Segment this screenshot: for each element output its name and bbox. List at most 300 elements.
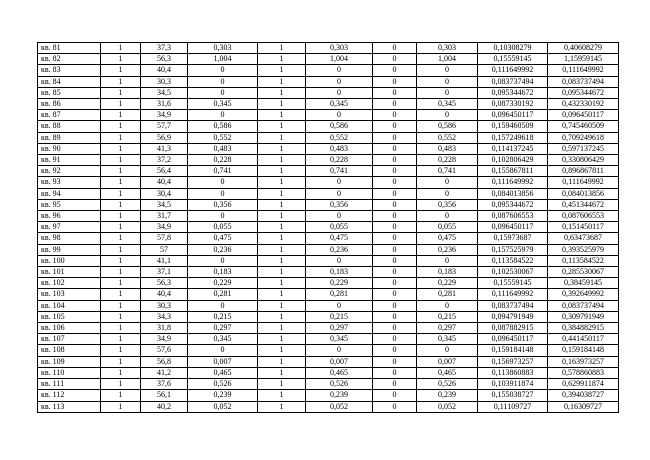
cell-value-a: 0 <box>188 177 258 188</box>
cell-value-c: 0 <box>373 87 417 98</box>
cell-value-c: 0 <box>373 211 417 222</box>
cell-share: 0,157249618 <box>478 132 548 143</box>
cell-value-a: 0,236 <box>188 244 258 255</box>
cell-value-c: 0 <box>373 379 417 390</box>
cell-value-c: 0 <box>373 278 417 289</box>
table-row <box>38 65 619 76</box>
cell-value-b: 0,052 <box>306 401 373 412</box>
cell-value-b: 0 <box>306 110 373 121</box>
cell-value-b: 0,552 <box>306 132 373 143</box>
cell-share: 0,15559145 <box>478 278 548 289</box>
cell-coef: 1 <box>258 323 306 334</box>
cell-coef: 1 <box>258 54 306 65</box>
cell-share: 0,087330192 <box>478 99 548 110</box>
cell-value-b: 0 <box>306 211 373 222</box>
table-row <box>38 76 619 87</box>
cell-coef: 1 <box>258 345 306 356</box>
cell-count: 1 <box>101 356 141 367</box>
cell-coef: 1 <box>258 65 306 76</box>
cell-coef: 1 <box>258 300 306 311</box>
cell-count: 1 <box>101 222 141 233</box>
cell-value-c: 0 <box>373 323 417 334</box>
cell-area: 56,4 <box>141 166 188 177</box>
cell-count: 1 <box>101 211 141 222</box>
cell-count: 1 <box>101 143 141 154</box>
cell-share: 0,095344672 <box>478 199 548 210</box>
cell-coef: 1 <box>258 43 306 54</box>
cell-value-a: 0 <box>188 188 258 199</box>
cell-coef: 1 <box>258 379 306 390</box>
cell-count: 1 <box>101 233 141 244</box>
cell-apartment: кв. 99 <box>38 244 101 255</box>
cell-value-d: 0,465 <box>417 367 478 378</box>
cell-total: 0,111649992 <box>548 65 619 76</box>
cell-value-a: 0,475 <box>188 233 258 244</box>
cell-area: 34,5 <box>141 199 188 210</box>
cell-coef: 1 <box>258 166 306 177</box>
cell-value-a: 0,228 <box>188 155 258 166</box>
cell-area: 56,3 <box>141 54 188 65</box>
cell-value-b: 0,215 <box>306 311 373 322</box>
cell-total: 0,330806429 <box>548 155 619 166</box>
cell-share: 0,096450117 <box>478 222 548 233</box>
cell-count: 1 <box>101 244 141 255</box>
table-row <box>38 87 619 98</box>
cell-coef: 1 <box>258 188 306 199</box>
cell-value-b: 0 <box>306 87 373 98</box>
cell-apartment: кв. 87 <box>38 110 101 121</box>
cell-value-c: 0 <box>373 300 417 311</box>
cell-value-c: 0 <box>373 289 417 300</box>
cell-share: 0,159184148 <box>478 345 548 356</box>
cell-apartment: кв. 92 <box>38 166 101 177</box>
cell-value-c: 0 <box>373 367 417 378</box>
cell-coef: 1 <box>258 390 306 401</box>
cell-coef: 1 <box>258 155 306 166</box>
cell-value-b: 0,475 <box>306 233 373 244</box>
cell-apartment: кв. 106 <box>38 323 101 334</box>
cell-apartment: кв. 95 <box>38 199 101 210</box>
cell-total: 0,63473687 <box>548 233 619 244</box>
cell-share: 0,159460509 <box>478 121 548 132</box>
cell-total: 0,087606553 <box>548 211 619 222</box>
cell-value-c: 0 <box>373 54 417 65</box>
table-row <box>38 155 619 166</box>
cell-count: 1 <box>101 65 141 76</box>
cell-coef: 1 <box>258 233 306 244</box>
cell-count: 1 <box>101 300 141 311</box>
cell-share: 0,103911874 <box>478 379 548 390</box>
cell-apartment: кв. 111 <box>38 379 101 390</box>
table-row <box>38 267 619 278</box>
cell-value-b: 0 <box>306 300 373 311</box>
cell-value-d: 0,483 <box>417 143 478 154</box>
cell-share: 0,10308279 <box>478 43 548 54</box>
cell-area: 34,9 <box>141 110 188 121</box>
cell-value-c: 0 <box>373 199 417 210</box>
cell-coef: 1 <box>258 110 306 121</box>
cell-apartment: кв. 93 <box>38 177 101 188</box>
cell-value-b: 0,303 <box>306 43 373 54</box>
cell-value-b: 0 <box>306 76 373 87</box>
cell-value-b: 0,281 <box>306 289 373 300</box>
cell-value-d: 0 <box>417 87 478 98</box>
cell-value-b: 0 <box>306 345 373 356</box>
cell-value-b: 0,055 <box>306 222 373 233</box>
cell-value-d: 0,345 <box>417 334 478 345</box>
cell-value-a: 0 <box>188 65 258 76</box>
cell-area: 56,9 <box>141 132 188 143</box>
cell-share: 0,157525979 <box>478 244 548 255</box>
cell-apartment: кв. 101 <box>38 267 101 278</box>
cell-coef: 1 <box>258 211 306 222</box>
cell-coef: 1 <box>258 222 306 233</box>
cell-value-a: 0 <box>188 87 258 98</box>
cell-value-a: 0,007 <box>188 356 258 367</box>
cell-value-b: 0,297 <box>306 323 373 334</box>
cell-apartment: кв. 89 <box>38 132 101 143</box>
cell-value-b: 0 <box>306 177 373 188</box>
cell-value-d: 0,183 <box>417 267 478 278</box>
cell-share: 0,114137245 <box>478 143 548 154</box>
table-row <box>38 132 619 143</box>
cell-apartment: кв. 88 <box>38 121 101 132</box>
cell-value-d: 0 <box>417 177 478 188</box>
cell-area: 56,3 <box>141 278 188 289</box>
cell-coef: 1 <box>258 244 306 255</box>
cell-area: 57,6 <box>141 345 188 356</box>
cell-value-b: 0,586 <box>306 121 373 132</box>
cell-value-d: 0,215 <box>417 311 478 322</box>
cell-total: 0,384882915 <box>548 323 619 334</box>
cell-value-d: 0 <box>417 211 478 222</box>
cell-count: 1 <box>101 401 141 412</box>
cell-share: 0,113584522 <box>478 255 548 266</box>
cell-area: 56,1 <box>141 390 188 401</box>
cell-count: 1 <box>101 334 141 345</box>
cell-total: 0,441450117 <box>548 334 619 345</box>
cell-total: 0,083737494 <box>548 300 619 311</box>
cell-value-d: 0,236 <box>417 244 478 255</box>
cell-apartment: кв. 103 <box>38 289 101 300</box>
table-row <box>38 143 619 154</box>
cell-value-c: 0 <box>373 255 417 266</box>
cell-share: 0,156973257 <box>478 356 548 367</box>
cell-value-d: 0,055 <box>417 222 478 233</box>
cell-count: 1 <box>101 99 141 110</box>
cell-share: 0,087882915 <box>478 323 548 334</box>
cell-area: 40,4 <box>141 177 188 188</box>
cell-coef: 1 <box>258 132 306 143</box>
cell-value-a: 0 <box>188 211 258 222</box>
cell-apartment: кв. 109 <box>38 356 101 367</box>
cell-area: 40,2 <box>141 401 188 412</box>
cell-area: 37,3 <box>141 43 188 54</box>
cell-total: 0,578860883 <box>548 367 619 378</box>
cell-value-c: 0 <box>373 244 417 255</box>
cell-share: 0,15973687 <box>478 233 548 244</box>
cell-value-b: 0 <box>306 65 373 76</box>
cell-value-a: 0 <box>188 255 258 266</box>
cell-area: 30,3 <box>141 300 188 311</box>
cell-apartment: кв. 107 <box>38 334 101 345</box>
cell-total: 0,393525979 <box>548 244 619 255</box>
cell-coef: 1 <box>258 367 306 378</box>
cell-total: 0,709249618 <box>548 132 619 143</box>
cell-value-c: 0 <box>373 99 417 110</box>
cell-value-a: 0 <box>188 76 258 87</box>
cell-apartment: кв. 108 <box>38 345 101 356</box>
cell-value-d: 0,228 <box>417 155 478 166</box>
cell-total: 0,084013856 <box>548 188 619 199</box>
table-body <box>38 43 619 413</box>
cell-total: 0,432330192 <box>548 99 619 110</box>
cell-coef: 1 <box>258 76 306 87</box>
cell-share: 0,113860883 <box>478 367 548 378</box>
table-row <box>38 345 619 356</box>
cell-count: 1 <box>101 76 141 87</box>
cell-value-d: 0 <box>417 65 478 76</box>
cell-value-d: 0,741 <box>417 166 478 177</box>
cell-coef: 1 <box>258 311 306 322</box>
cell-value-c: 0 <box>373 121 417 132</box>
cell-area: 34,5 <box>141 87 188 98</box>
cell-value-c: 0 <box>373 110 417 121</box>
table-row <box>38 188 619 199</box>
cell-value-a: 0 <box>188 110 258 121</box>
cell-area: 37,6 <box>141 379 188 390</box>
cell-value-b: 0,741 <box>306 166 373 177</box>
cell-area: 37,1 <box>141 267 188 278</box>
cell-share: 0,096450117 <box>478 110 548 121</box>
table-row <box>38 233 619 244</box>
cell-total: 0,095344672 <box>548 87 619 98</box>
cell-area: 30,4 <box>141 188 188 199</box>
table-row <box>38 278 619 289</box>
cell-value-a: 0,183 <box>188 267 258 278</box>
table-row <box>38 177 619 188</box>
cell-count: 1 <box>101 43 141 54</box>
cell-value-b: 0 <box>306 255 373 266</box>
cell-total: 0,451344672 <box>548 199 619 210</box>
table-row <box>38 199 619 210</box>
cell-value-b: 1,004 <box>306 54 373 65</box>
cell-share: 0,15559145 <box>478 54 548 65</box>
cell-count: 1 <box>101 199 141 210</box>
cell-value-d: 0,303 <box>417 43 478 54</box>
table-row <box>38 54 619 65</box>
cell-value-a: 0,356 <box>188 199 258 210</box>
cell-value-d: 0,229 <box>417 278 478 289</box>
cell-value-c: 0 <box>373 390 417 401</box>
cell-count: 1 <box>101 367 141 378</box>
cell-value-d: 0 <box>417 255 478 266</box>
cell-count: 1 <box>101 110 141 121</box>
cell-value-c: 0 <box>373 177 417 188</box>
cell-total: 0,745460509 <box>548 121 619 132</box>
cell-total: 0,394038727 <box>548 390 619 401</box>
cell-value-d: 0 <box>417 76 478 87</box>
cell-total: 0,151450117 <box>548 222 619 233</box>
cell-share: 0,096450117 <box>478 334 548 345</box>
table-row <box>38 255 619 266</box>
table-row <box>38 244 619 255</box>
cell-area: 41,1 <box>141 255 188 266</box>
cell-total: 0,309791949 <box>548 311 619 322</box>
table-row <box>38 300 619 311</box>
cell-count: 1 <box>101 323 141 334</box>
cell-value-d: 0,239 <box>417 390 478 401</box>
cell-total: 0,40608279 <box>548 43 619 54</box>
cell-value-a: 0,297 <box>188 323 258 334</box>
cell-count: 1 <box>101 278 141 289</box>
cell-value-a: 0,239 <box>188 390 258 401</box>
cell-apartment: кв. 83 <box>38 65 101 76</box>
cell-coef: 1 <box>258 143 306 154</box>
cell-area: 37,2 <box>141 155 188 166</box>
cell-share: 0,087606553 <box>478 211 548 222</box>
cell-area: 57,8 <box>141 233 188 244</box>
table-row <box>38 166 619 177</box>
cell-total: 0,111649992 <box>548 177 619 188</box>
cell-total: 1,15959145 <box>548 54 619 65</box>
cell-area: 31,8 <box>141 323 188 334</box>
table-row <box>38 379 619 390</box>
cell-total: 0,285530067 <box>548 267 619 278</box>
cell-value-a: 1,004 <box>188 54 258 65</box>
cell-apartment: кв. 96 <box>38 211 101 222</box>
cell-apartment: кв. 104 <box>38 300 101 311</box>
cell-count: 1 <box>101 390 141 401</box>
cell-value-c: 0 <box>373 222 417 233</box>
cell-value-c: 0 <box>373 76 417 87</box>
cell-apartment: кв. 102 <box>38 278 101 289</box>
cell-value-c: 0 <box>373 65 417 76</box>
cell-value-a: 0,215 <box>188 311 258 322</box>
cell-value-d: 0 <box>417 110 478 121</box>
cell-share: 0,102530067 <box>478 267 548 278</box>
cell-total: 0,392649992 <box>548 289 619 300</box>
table-row <box>38 334 619 345</box>
cell-count: 1 <box>101 87 141 98</box>
cell-value-c: 0 <box>373 188 417 199</box>
cell-value-d: 0,297 <box>417 323 478 334</box>
table-row <box>38 99 619 110</box>
cell-apartment: кв. 84 <box>38 76 101 87</box>
cell-total: 0,597137245 <box>548 143 619 154</box>
cell-total: 0,16309727 <box>548 401 619 412</box>
cell-value-d: 0,345 <box>417 99 478 110</box>
cell-area: 41,2 <box>141 367 188 378</box>
cell-apartment: кв. 81 <box>38 43 101 54</box>
cell-value-d: 0,281 <box>417 289 478 300</box>
cell-area: 40,4 <box>141 65 188 76</box>
cell-value-d: 0,586 <box>417 121 478 132</box>
cell-apartment: кв. 97 <box>38 222 101 233</box>
cell-value-a: 0,345 <box>188 334 258 345</box>
table-row <box>38 323 619 334</box>
cell-area: 31,6 <box>141 99 188 110</box>
cell-area: 34,3 <box>141 311 188 322</box>
cell-share: 0,11109727 <box>478 401 548 412</box>
cell-apartment: кв. 82 <box>38 54 101 65</box>
cell-value-c: 0 <box>373 345 417 356</box>
cell-value-b: 0,483 <box>306 143 373 154</box>
cell-value-c: 0 <box>373 43 417 54</box>
cell-total: 0,896867811 <box>548 166 619 177</box>
cell-share: 0,155038727 <box>478 390 548 401</box>
table-row <box>38 401 619 412</box>
cell-apartment: кв. 113 <box>38 401 101 412</box>
cell-count: 1 <box>101 177 141 188</box>
cell-value-d: 0,007 <box>417 356 478 367</box>
cell-count: 1 <box>101 155 141 166</box>
cell-share: 0,111649992 <box>478 65 548 76</box>
table-row <box>38 222 619 233</box>
cell-area: 31,7 <box>141 211 188 222</box>
cell-value-d: 0,052 <box>417 401 478 412</box>
cell-area: 56,8 <box>141 356 188 367</box>
cell-value-c: 0 <box>373 132 417 143</box>
table-row <box>38 211 619 222</box>
cell-value-b: 0,183 <box>306 267 373 278</box>
cell-count: 1 <box>101 132 141 143</box>
cell-share: 0,083737494 <box>478 300 548 311</box>
cell-apartment: кв. 91 <box>38 155 101 166</box>
cell-value-d: 0 <box>417 345 478 356</box>
cell-value-a: 0,552 <box>188 132 258 143</box>
cell-count: 1 <box>101 54 141 65</box>
cell-value-b: 0,236 <box>306 244 373 255</box>
cell-value-b: 0,229 <box>306 278 373 289</box>
cell-apartment: кв. 98 <box>38 233 101 244</box>
cell-value-b: 0,345 <box>306 334 373 345</box>
cell-apartment: кв. 90 <box>38 143 101 154</box>
cell-value-c: 0 <box>373 267 417 278</box>
table-row <box>38 289 619 300</box>
cell-value-d: 0,356 <box>417 199 478 210</box>
cell-value-b: 0,465 <box>306 367 373 378</box>
cell-apartment: кв. 105 <box>38 311 101 322</box>
cell-value-d: 0 <box>417 300 478 311</box>
cell-count: 1 <box>101 345 141 356</box>
cell-value-d: 0,475 <box>417 233 478 244</box>
cell-apartment: кв. 94 <box>38 188 101 199</box>
cell-coef: 1 <box>258 401 306 412</box>
cell-value-a: 0,465 <box>188 367 258 378</box>
cell-apartment: кв. 112 <box>38 390 101 401</box>
cell-total: 0,38459145 <box>548 278 619 289</box>
cell-coef: 1 <box>258 278 306 289</box>
cell-value-b: 0,239 <box>306 390 373 401</box>
cell-coef: 1 <box>258 87 306 98</box>
cell-coef: 1 <box>258 267 306 278</box>
cell-value-a: 0,229 <box>188 278 258 289</box>
cell-coef: 1 <box>258 356 306 367</box>
cell-area: 34,9 <box>141 334 188 345</box>
table-row <box>38 110 619 121</box>
cell-share: 0,111649992 <box>478 177 548 188</box>
cell-value-b: 0,345 <box>306 99 373 110</box>
cell-share: 0,094791949 <box>478 311 548 322</box>
cell-coef: 1 <box>258 121 306 132</box>
cell-apartment: кв. 100 <box>38 255 101 266</box>
cell-share: 0,095344672 <box>478 87 548 98</box>
cell-value-a: 0,055 <box>188 222 258 233</box>
cell-total: 0,159184148 <box>548 345 619 356</box>
cell-value-b: 0,356 <box>306 199 373 210</box>
cell-value-c: 0 <box>373 334 417 345</box>
